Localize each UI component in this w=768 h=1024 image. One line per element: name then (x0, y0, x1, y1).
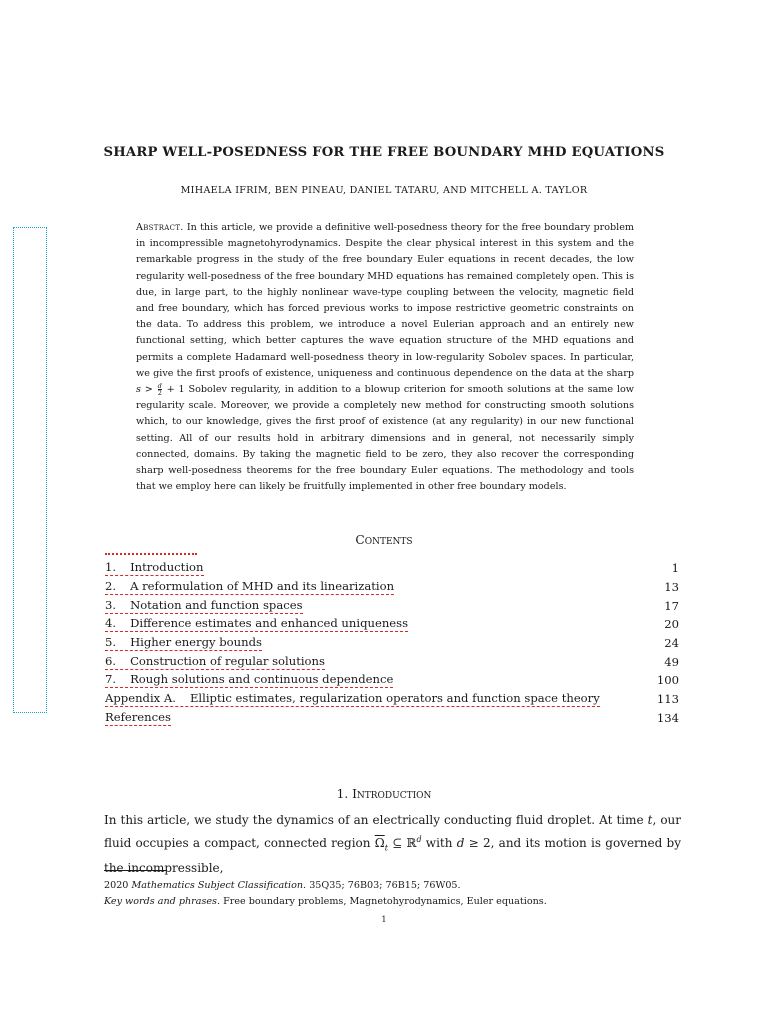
toc-entry-title: Introduction (130, 560, 204, 575)
toc-entry[interactable] (105, 634, 679, 653)
intro-text: In this article, we study the dynamics of an electrically conducting fluid droplet. At time (104, 813, 648, 827)
msc-footnote (104, 878, 681, 894)
selection-box[interactable] (13, 227, 47, 713)
toc-entry-number: 2. (105, 579, 117, 594)
table-of-contents (105, 559, 679, 727)
toc-entry-page: 49 (664, 654, 679, 669)
toc-entry-title: A reformulation of MHD and its linearization (130, 579, 395, 594)
toc-entry-number: 1. (105, 560, 117, 575)
formula-plus: + 1 (166, 384, 185, 396)
formula-numerator: d (157, 382, 162, 391)
math-t: t (647, 813, 653, 827)
math-d: d (456, 836, 465, 850)
toc-entry-number: 3. (105, 597, 117, 612)
toc-entry-number: 7. (105, 672, 117, 687)
toc-entry[interactable] (105, 709, 679, 728)
toc-entry-page: 134 (656, 710, 679, 725)
toc-entry[interactable] (105, 652, 679, 671)
toc-entry-page: 17 (664, 598, 679, 613)
intro-text: ≥ 2, and its motion is governed by the incompressible, (104, 836, 682, 876)
toc-link[interactable] (105, 616, 408, 632)
toc-entry[interactable] (105, 559, 679, 578)
footnote-rule (104, 870, 166, 871)
toc-entry-page: 1 (671, 561, 679, 576)
intro-text: , our fluid occupies a compact, connected region (104, 813, 682, 850)
math-dim: d (416, 835, 422, 844)
toc-link[interactable] (105, 691, 600, 707)
intro-paragraph (104, 810, 681, 878)
formula-denominator: 2 (157, 389, 162, 398)
paper-title: SHARP WELL-POSEDNESS FOR THE FREE BOUNDARY MHD EQUATIONS (103, 145, 665, 160)
toc-entry[interactable] (105, 690, 679, 709)
toc-entry-title: Construction of regular solutions (130, 653, 325, 668)
toc-entry-title: Difference estimates and enhanced uniqueness (130, 616, 409, 631)
toc-entry-title: Elliptic estimates, regularization operators and function space theory (189, 691, 600, 706)
math-omega-sub: t (384, 843, 388, 853)
toc-entry-number: 6. (105, 653, 117, 668)
page-number: 1 (381, 915, 387, 925)
section-number: 1. (336, 787, 349, 801)
intro-text: with (421, 836, 457, 850)
formula-gt: > (144, 384, 153, 396)
toc-entry-number: Appendix A. (105, 691, 176, 706)
abstract (136, 220, 634, 495)
math-subset: ⊆ ℝ (387, 836, 417, 850)
math-omega: $\overline{\Omega}$ (374, 836, 385, 850)
toc-entry-title: Higher energy bounds (130, 635, 262, 650)
msc-label: Mathematics Subject Classification. (131, 880, 307, 891)
section-heading (0, 787, 768, 801)
toc-entry-page: 20 (664, 617, 679, 632)
toc-entry-page: 100 (656, 673, 679, 688)
toc-link[interactable] (105, 560, 204, 576)
toc-entry[interactable] (105, 596, 679, 615)
toc-entry-page: 13 (664, 580, 679, 595)
author-list: MIHAELA IFRIM, BEN PINEAU, DANIEL TATARU, AND MITCHELL A. TAYLOR (180, 185, 588, 196)
keywords-text: Free boundary problems, Magnetohyrodynamics, Euler equations. (223, 896, 547, 907)
abstract-text-part2: Sobolev regularity, in addition to a blowup criterion for smooth solutions at the same low regularity scale. Moreover, we provide a completely new method for constructing smooth solutions which, to our knowledge, gives the first proof of existence (at any regularity) in our new functional setting. All of our results hold in arbitrary dimensions and in general, not necessarily simply connected, domains. By taking the magnetic field to be zero, they also recover the corresponding sharp well-posedness theorems for the free boundary Euler equations. The methodology and tools that we employ here can likely be fruitfully implemented in other free boundary models. (136, 384, 634, 493)
toc-link[interactable] (105, 598, 303, 614)
toc-entry-number: 4. (105, 616, 117, 631)
toc-link[interactable] (105, 710, 171, 726)
section-title: Introduction (352, 787, 432, 801)
toc-highlight-marker (105, 553, 197, 555)
toc-entry[interactable] (105, 578, 679, 597)
contents-heading: Contents (355, 533, 413, 547)
abstract-text-part1: In this article, we provide a definitive well-posedness theory for the free boundary problem in incompressible magnetohyrodynamics. Despite the clear physical interest in this system and the remarkable progress in the study of the free boundary Euler equations in recent decades, the low regularity well-posedness of the free boundary MHD equations has remained completely open. This is due, in large part, to the highly nonlinear wave-type coupling between the velocity, magnetic field and free boundary, which has forced previous works to impose restrictive geometric constraints on the data. To address this problem, we introduce a novel Eulerian approach and an entirely new functional setting, which better captures the wave equation structure of the MHD equations and permits a complete Hadamard well-posedness theory in low-regularity Sobolev spaces. In particular, we give the first proofs of existence, uniqueness and continuous dependence on the data at the sharp (136, 222, 634, 379)
toc-link[interactable] (105, 654, 325, 670)
toc-entry[interactable] (105, 671, 679, 690)
formula-fraction (158, 383, 162, 396)
toc-entry-title: Notation and function spaces (130, 597, 303, 612)
abstract-label: Abstract. (136, 222, 184, 233)
footnotes (104, 878, 681, 910)
toc-entry-page: 24 (664, 636, 679, 651)
toc-entry[interactable] (105, 615, 679, 634)
keywords-footnote (104, 894, 681, 910)
toc-entry-number: 5. (105, 635, 117, 650)
msc-codes: 35Q35; 76B03; 76B15; 76W05. (309, 880, 461, 891)
toc-entry-page: 113 (656, 692, 679, 707)
toc-entry-title: Rough solutions and continuous dependence (130, 672, 394, 687)
keywords-label: Key words and phrases. (104, 896, 221, 907)
formula-s: s (136, 384, 141, 396)
toc-link[interactable] (105, 672, 393, 688)
msc-year: 2020 (104, 880, 129, 891)
toc-entry-title: References (105, 709, 171, 724)
toc-link[interactable] (105, 635, 262, 651)
toc-link[interactable] (105, 579, 394, 595)
